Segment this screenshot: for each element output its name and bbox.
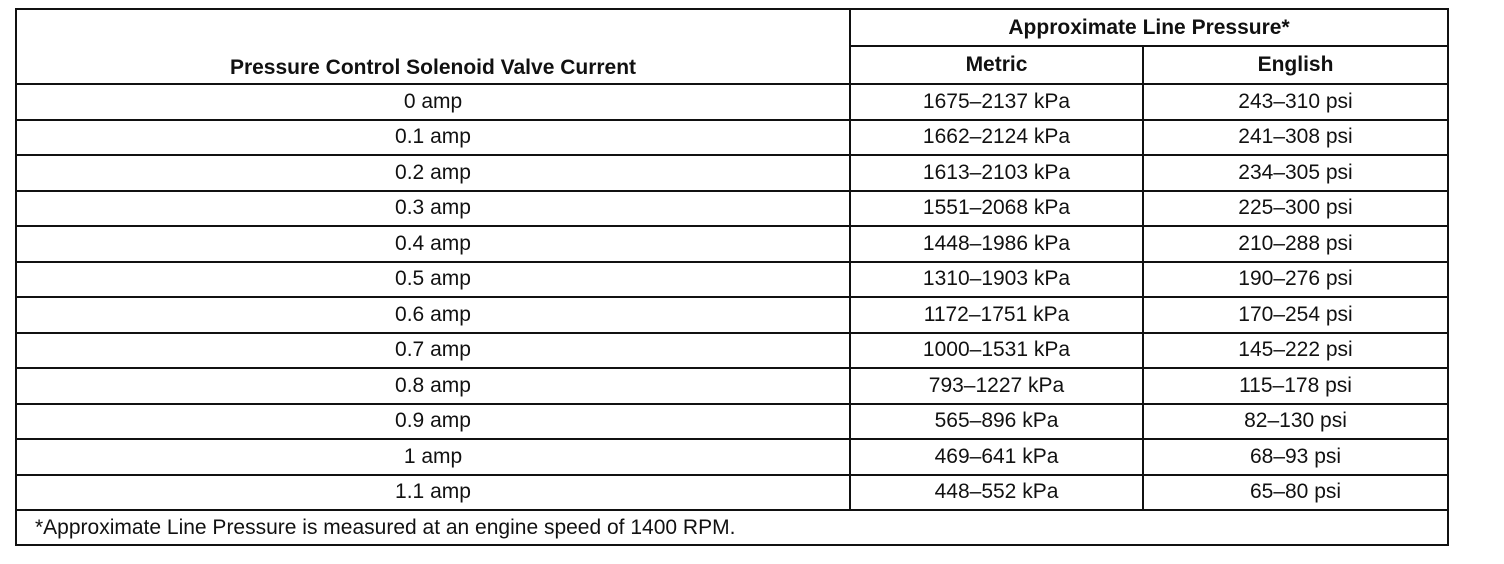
table-row bbox=[16, 333, 1448, 369]
cell-english: 170–254 psi bbox=[1143, 297, 1448, 333]
header-row-top bbox=[16, 9, 1448, 46]
cell-metric: 565–896 kPa bbox=[850, 404, 1143, 440]
cell-metric: 1551–2068 kPa bbox=[850, 191, 1143, 227]
table-row bbox=[16, 84, 1448, 120]
table-row bbox=[16, 262, 1448, 298]
cell-english: 190–276 psi bbox=[1143, 262, 1448, 298]
table-row bbox=[16, 120, 1448, 156]
cell-current: 1 amp bbox=[16, 439, 850, 475]
cell-english: 65–80 psi bbox=[1143, 475, 1448, 511]
footnote-row bbox=[16, 510, 1448, 545]
cell-metric: 469–641 kPa bbox=[850, 439, 1143, 475]
table-row bbox=[16, 155, 1448, 191]
cell-current: 0.4 amp bbox=[16, 226, 850, 262]
cell-metric: 1172–1751 kPa bbox=[850, 297, 1143, 333]
cell-current: 0.5 amp bbox=[16, 262, 850, 298]
cell-metric: 1310–1903 kPa bbox=[850, 262, 1143, 298]
cell-metric: 1000–1531 kPa bbox=[850, 333, 1143, 369]
cell-current: 0.1 amp bbox=[16, 120, 850, 156]
cell-metric: 1662–2124 kPa bbox=[850, 120, 1143, 156]
cell-current: 0 amp bbox=[16, 84, 850, 120]
cell-metric: 448–552 kPa bbox=[850, 475, 1143, 511]
footnote: *Approximate Line Pressure is measured at an engine speed of 1400 RPM. bbox=[16, 510, 1448, 545]
table-row bbox=[16, 368, 1448, 404]
cell-metric: 793–1227 kPa bbox=[850, 368, 1143, 404]
cell-english: 225–300 psi bbox=[1143, 191, 1448, 227]
cell-current: 0.2 amp bbox=[16, 155, 850, 191]
cell-current: 0.9 amp bbox=[16, 404, 850, 440]
header-line-pressure: Approximate Line Pressure* bbox=[850, 9, 1448, 46]
table-row bbox=[16, 191, 1448, 227]
cell-current: 0.8 amp bbox=[16, 368, 850, 404]
cell-english: 68–93 psi bbox=[1143, 439, 1448, 475]
cell-english: 145–222 psi bbox=[1143, 333, 1448, 369]
header-metric: Metric bbox=[850, 46, 1143, 84]
cell-current: 0.7 amp bbox=[16, 333, 850, 369]
cell-english: 234–305 psi bbox=[1143, 155, 1448, 191]
line-pressure-table-container bbox=[15, 8, 1447, 546]
cell-current: 0.3 amp bbox=[16, 191, 850, 227]
line-pressure-table bbox=[15, 8, 1449, 546]
table-row bbox=[16, 297, 1448, 333]
table-row bbox=[16, 439, 1448, 475]
cell-english: 210–288 psi bbox=[1143, 226, 1448, 262]
table-row bbox=[16, 404, 1448, 440]
cell-english: 241–308 psi bbox=[1143, 120, 1448, 156]
header-current: Pressure Control Solenoid Valve Current bbox=[16, 9, 850, 84]
cell-current: 0.6 amp bbox=[16, 297, 850, 333]
header-english: English bbox=[1143, 46, 1448, 84]
cell-english: 243–310 psi bbox=[1143, 84, 1448, 120]
cell-english: 115–178 psi bbox=[1143, 368, 1448, 404]
table-row bbox=[16, 475, 1448, 511]
cell-metric: 1448–1986 kPa bbox=[850, 226, 1143, 262]
cell-current: 1.1 amp bbox=[16, 475, 850, 511]
cell-metric: 1675–2137 kPa bbox=[850, 84, 1143, 120]
table-row bbox=[16, 226, 1448, 262]
cell-metric: 1613–2103 kPa bbox=[850, 155, 1143, 191]
cell-english: 82–130 psi bbox=[1143, 404, 1448, 440]
